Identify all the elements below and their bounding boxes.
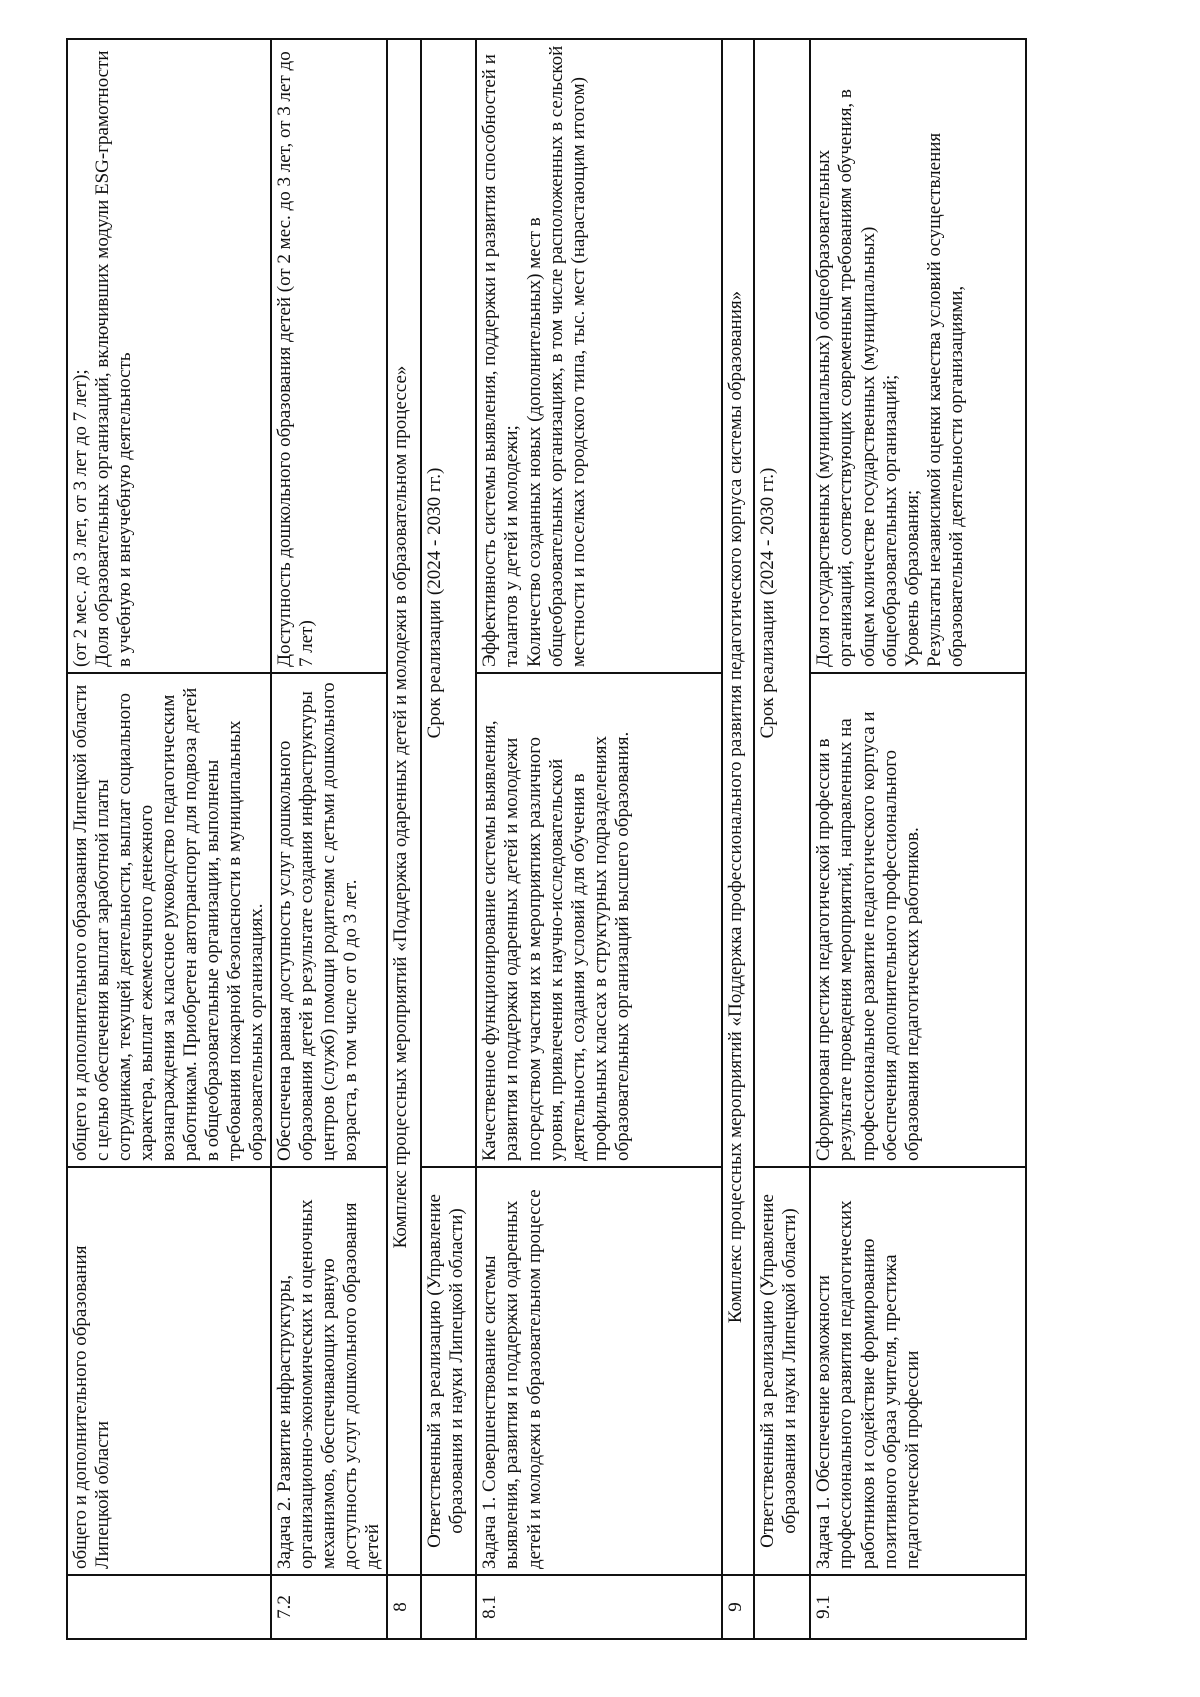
table-row	[476, 39, 722, 1639]
section-title: Комплекс процессных мероприятий «Поддержка одаренных детей и молодежи в образовательном процессе»	[387, 39, 421, 1575]
responsible-cell: Ответственный за реализацию (Управление образования и науки Липецкой области)	[421, 1167, 476, 1575]
indicator-cell: (от 2 мес. до 3 лет, от 3 лет до 7 лет); Доля образовательных организаций, включивших модули ESG-грамотности в учебную и внеучебную деятельность	[67, 39, 271, 673]
row-number: 9.1	[810, 1575, 1026, 1639]
row-number	[67, 1575, 271, 1639]
table-row	[67, 39, 271, 1639]
table-row	[754, 39, 810, 1639]
result-cell: общего и дополнительного образования Липецкой области с целью обеспечения выплат заработной платы сотрудникам, текущей деятельности, выплат социального характера, выплат ежемесячного денежного вознаграждения за классное руководство педагогическим работникам. Приобретен автотранспорт для подвоза детей в общеобразовательные организации, выполнены требования пожарной безопасности в муниципальных образовательных организациях.	[67, 673, 271, 1167]
indicator-cell: Эффективность системы выявления, поддержки и развития способностей и талантов у детей и молодежи; Количество созданных новых (дополнительных) мест в общеобразовательных организациях, в том числе расположенных в сельской местности и поселках городского типа, тыс. мест (нарастающим итогом)	[476, 39, 722, 673]
result-cell: Качественное функционирование системы выявления, развития и поддержки одаренных детей и молодежи посредством участия их в мероприятиях различного уровня, привлечения к научно-исследовательской деятельности, создания условий для обучения в профильных классах в структурных подразделениях образовательных организаций высшего образования.	[476, 673, 722, 1167]
period-cell: Срок реализации (2024 - 2030 гг.)	[754, 39, 810, 1167]
row-number: 9	[722, 1575, 754, 1639]
row-number: 8.1	[476, 1575, 722, 1639]
task-cell: общего и дополнительного образования Липецкой области	[67, 1167, 271, 1575]
row-number-empty	[421, 1575, 476, 1639]
indicator-cell: Доступность дошкольного образования детей (от 2 мес. до 3 лет, от 3 лет до 7 лет)	[271, 39, 387, 673]
row-number-empty	[754, 1575, 810, 1639]
row-number: 7.2	[271, 1575, 387, 1639]
row-number: 8	[387, 1575, 421, 1639]
indicator-cell: Доля государственных (муниципальных) общеобразовательных организаций, соответствующих современным требованиям обучения, в общем количестве государственных (муниципальных) общеобразовательных организаций; Уровень образования; Результаты независимой оценки качества условий осуществления образовательной деятельности организациями,	[810, 39, 1026, 673]
table-row	[387, 39, 421, 1639]
table-row	[421, 39, 476, 1639]
task-cell: Задача 2. Развитие инфраструктуры, организационно-экономических и оценочных механизмов, обеспечивающих равную доступность услуг дошкольного образования детей	[271, 1167, 387, 1575]
table-row	[271, 39, 387, 1639]
result-cell: Обеспечена равная доступность услуг дошкольного образования детей в результате создания инфраструктуры центров (служб) помощи родителям с детьми дошкольного возраста, в том числе от 0 до 3 лет.	[271, 673, 387, 1167]
table-row	[722, 39, 754, 1639]
task-cell: Задача 1. Совершенствование системы выявления, развития и поддержки одаренных детей и молодежи в образовательном процессе	[476, 1167, 722, 1575]
responsible-cell: Ответственный за реализацию (Управление образования и науки Липецкой области)	[754, 1167, 810, 1575]
program-table	[66, 38, 1027, 1640]
table-row	[810, 39, 1026, 1639]
period-cell: Срок реализации (2024 - 2030 гг.)	[421, 39, 476, 1167]
task-cell: Задача 1. Обеспечение возможности профессионального развития педагогических работников и содействие формированию позитивного образа учителя, престижа педагогической профессии	[810, 1167, 1026, 1575]
section-title: Комплекс процессных мероприятий «Поддержка профессионального развития педагогического корпуса системы образования»	[722, 39, 754, 1575]
result-cell: Сформирован престиж педагогической профессии в результате проведения мероприятий, направленных на профессиональное развитие педагогического корпуса и обеспечения дополнительного профессионального образования педагогических работников.	[810, 673, 1026, 1167]
